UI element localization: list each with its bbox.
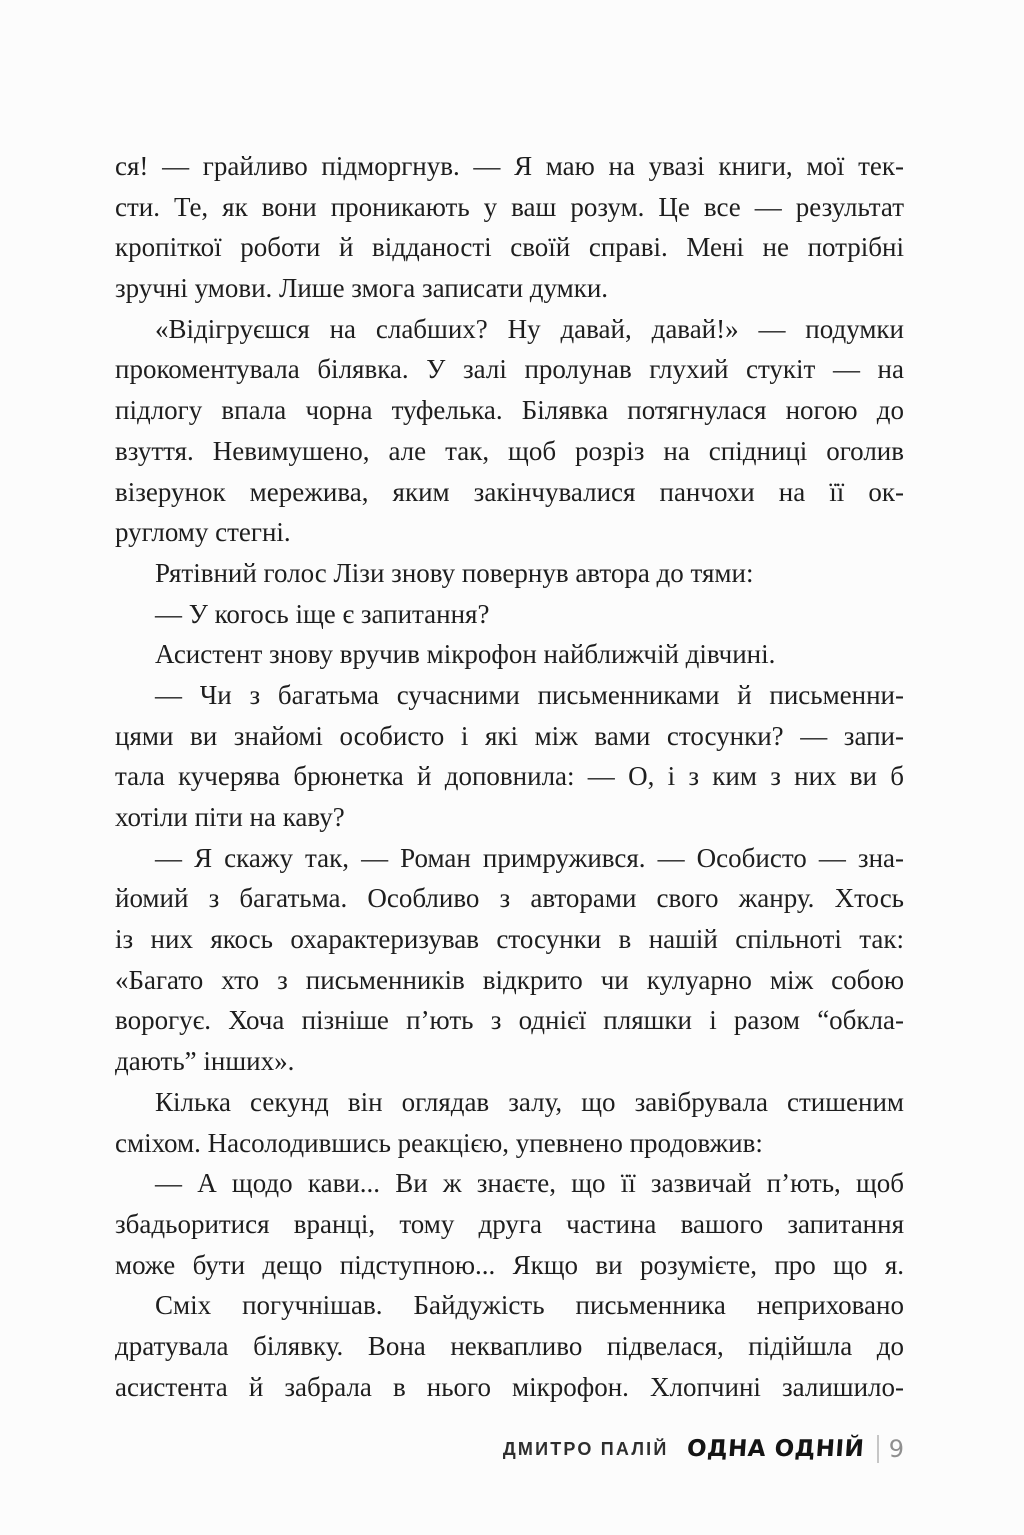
text-line: дратувала білявку. Вона неквапливо підвелася, підійшла до bbox=[115, 1330, 904, 1361]
text-line: підлогу впала чорна туфелька. Білявка потягнулася ногою до bbox=[115, 395, 904, 426]
text-line: цями ви знайомі особисто і які між вами стосунки? — запи- bbox=[115, 720, 904, 751]
page-number: 9 bbox=[888, 1435, 904, 1463]
text-line: сміхом. Насолодившись реакцією, упевнено продовжив: bbox=[115, 1127, 763, 1158]
text-line: ворогує. Хоча пізніше п’ють з однієї пляшки і разом “обкла- bbox=[115, 1005, 904, 1036]
text-line: — Чи з багатьма сучасними письменниками й письменни- bbox=[155, 679, 904, 710]
text-line: «Багато хто з письменників відкрито чи кулуарно між собою bbox=[115, 964, 904, 995]
text-line: — А щодо кави... Ви ж знаєте, що її зазвичай п’ють, щоб bbox=[155, 1168, 904, 1199]
footer-book-title: ОДНА ОДНІЙ bbox=[685, 1436, 865, 1462]
text-line: йомий з багатьма. Особливо з авторами свого жанру. Хтось bbox=[115, 883, 904, 914]
text-line: кропіткої роботи й відданості своїй справі. Мені не потрібні bbox=[115, 232, 904, 263]
text-line: тала кучерява брюнетка й доповнила: — О, і з ким з них ви б bbox=[115, 761, 904, 792]
text-line: хотіли піти на каву? bbox=[115, 802, 345, 832]
text-line: асистента й забрала в нього мікрофон. Хлопчині залишило- bbox=[115, 1371, 904, 1402]
text-line: дають” інших». bbox=[115, 1046, 295, 1077]
text-line: сти. Те, як вони проникають у ваш розум. Це все — результат bbox=[115, 191, 904, 222]
text-line: візерунок мережива, яким закінчувалися панчохи на її ок- bbox=[115, 476, 904, 507]
text-line: — У когось іще є запитання? bbox=[155, 598, 490, 629]
body-text-column bbox=[115, 146, 904, 1407]
text-line: ся! — грайливо підморгнув. — Я маю на увазі книги, мої тек- bbox=[115, 151, 904, 181]
footer-divider bbox=[877, 1435, 879, 1463]
text-line: руглому стегні. bbox=[115, 517, 291, 548]
footer-author-name: ДМИТРО ПАЛІЙ bbox=[502, 1438, 669, 1459]
text-line: Асистент знову вручив мікрофон найближчій дівчині. bbox=[155, 639, 776, 670]
text-line: із них якось охарактеризував стосунки в нашій спільноті так: bbox=[115, 924, 904, 955]
text-line: Рятівний голос Лізи знову повернув автора до тями: bbox=[155, 557, 754, 588]
text-line: — Я скажу так, — Роман примружився. — Особисто — зна- bbox=[155, 842, 904, 873]
text-line: може бути дещо підступною... Якщо ви розумієте, про що я. bbox=[115, 1249, 904, 1280]
page-footer bbox=[503, 1431, 904, 1467]
text-line: взуття. Невимушено, але так, щоб розріз на спідниці оголив bbox=[115, 435, 904, 466]
text-line: зручні умови. Лише змога записати думки. bbox=[115, 273, 609, 304]
text-line: прокоментувала білявка. У залі пролунав глухий стукіт — на bbox=[115, 354, 904, 385]
text-line: Сміх погучнішав. Байдужість письменника неприховано bbox=[155, 1290, 904, 1321]
text-line: Кілька секунд він оглядав залу, що завібрувала стишеним bbox=[155, 1086, 904, 1117]
text-line: збадьоритися вранці, тому друга частина вашого запитання bbox=[115, 1208, 904, 1239]
text-line: «Відігруєшся на слабших? Ну давай, давай!» — подумки bbox=[155, 313, 904, 344]
